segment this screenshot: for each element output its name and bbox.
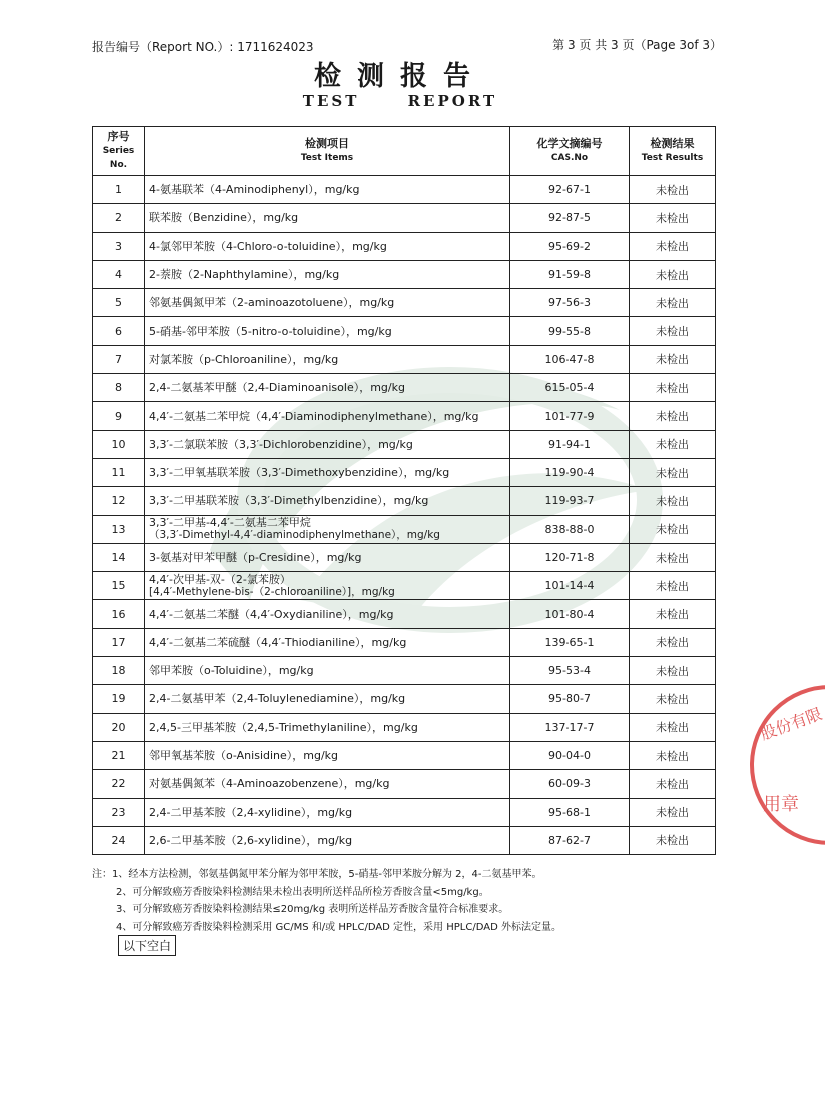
row-test-item-text: 4-氯邻甲苯胺（4-Chloro-o-toluidine），mg/kg xyxy=(149,239,387,253)
row-result: 未检出 xyxy=(630,657,716,685)
row-test-item xyxy=(145,458,510,486)
row-test-item xyxy=(145,572,510,600)
row-test-item-text: 4-氨基联苯（4-Aminodiphenyl），mg/kg xyxy=(149,183,360,197)
row-test-item-text: 2,6-二甲基苯胺（2,6-xylidine），mg/kg xyxy=(149,833,353,847)
row-test-item xyxy=(145,798,510,826)
table-row xyxy=(93,685,716,713)
row-test-item xyxy=(145,543,510,571)
row-test-item-text: 联苯胺（Benzidine），mg/kg xyxy=(149,211,299,225)
table-row xyxy=(93,741,716,769)
row-test-item-text: 3,3′-二甲基联苯胺（3,3′-Dimethylbenzidine），mg/kg xyxy=(149,494,429,508)
row-number: 24 xyxy=(93,826,145,854)
row-result: 未检出 xyxy=(630,628,716,656)
row-result: 未检出 xyxy=(630,685,716,713)
row-number: 22 xyxy=(93,770,145,798)
row-number: 15 xyxy=(93,572,145,600)
row-result: 未检出 xyxy=(630,232,716,260)
row-cas-no: 137-17-7 xyxy=(510,713,630,741)
table-row xyxy=(93,430,716,458)
row-test-item xyxy=(145,487,510,515)
table-row xyxy=(93,176,716,204)
row-result: 未检出 xyxy=(630,741,716,769)
row-test-item-text: 2-萘胺（2-Naphthylamine），mg/kg xyxy=(149,268,340,282)
row-result: 未检出 xyxy=(630,572,716,600)
row-test-item-text: 对氯苯胺（p-Chloroaniline），mg/kg xyxy=(149,352,339,366)
row-result: 未检出 xyxy=(630,515,716,543)
row-cas-no: 60-09-3 xyxy=(510,770,630,798)
row-cas-no: 90-04-0 xyxy=(510,741,630,769)
table-row xyxy=(93,657,716,685)
table-row xyxy=(93,543,716,571)
row-cas-no: 101-77-9 xyxy=(510,402,630,430)
row-cas-no: 95-80-7 xyxy=(510,685,630,713)
row-cas-no: 615-05-4 xyxy=(510,374,630,402)
row-test-item-text: 邻甲苯胺（o-Toluidine），mg/kg xyxy=(149,664,314,678)
table-row xyxy=(93,628,716,656)
svg-text:股份有限: 股份有限 xyxy=(757,704,825,744)
row-test-item-subtext: [4,4′-Methylene-bis-（2-chloroaniline）]，mg/kg xyxy=(149,585,395,598)
row-test-item-text: 2,4,5-三甲基苯胺（2,4,5-Trimethylaniline），mg/kg xyxy=(149,720,418,734)
row-cas-no: 120-71-8 xyxy=(510,543,630,571)
table-row xyxy=(93,826,716,854)
row-cas-no: 838-88-0 xyxy=(510,515,630,543)
row-result: 未检出 xyxy=(630,770,716,798)
row-result: 未检出 xyxy=(630,345,716,373)
row-test-item-text: 2,4-二氨基甲苯（2,4-Toluylenediamine），mg/kg xyxy=(149,692,406,706)
header-test-items: 检测项目 Test Items xyxy=(145,127,510,176)
row-cas-no: 97-56-3 xyxy=(510,289,630,317)
table-row xyxy=(93,487,716,515)
row-number: 5 xyxy=(93,289,145,317)
row-cas-no: 92-87-5 xyxy=(510,204,630,232)
row-number: 18 xyxy=(93,657,145,685)
note-line: 3、可分解致癌芳香胺染料检测结果≤20mg/kg 表明所送样品芳香胺含量符合标准要求。 xyxy=(116,904,509,915)
row-number: 23 xyxy=(93,798,145,826)
row-test-item-text: 邻氨基偶氮甲苯（2-aminoazotoluene），mg/kg xyxy=(149,296,395,310)
notes xyxy=(92,866,732,936)
row-cas-no: 119-90-4 xyxy=(510,458,630,486)
row-result: 未检出 xyxy=(630,826,716,854)
row-cas-no: 119-93-7 xyxy=(510,487,630,515)
row-test-item-text: 4,4′-二氨基二苯硫醚（4,4′-Thiodianiline），mg/kg xyxy=(149,635,407,649)
row-test-item-text: 邻甲氧基苯胺（o-Anisidine），mg/kg xyxy=(149,749,339,763)
row-test-item-text: 3,3′-二甲氧基联苯胺（3,3′-Dimethoxybenzidine），mg/kg xyxy=(149,466,450,480)
row-cas-no: 87-62-7 xyxy=(510,826,630,854)
row-number: 2 xyxy=(93,204,145,232)
row-number: 12 xyxy=(93,487,145,515)
row-cas-no: 139-65-1 xyxy=(510,628,630,656)
row-test-item xyxy=(145,826,510,854)
row-number: 14 xyxy=(93,543,145,571)
row-number: 17 xyxy=(93,628,145,656)
row-number: 9 xyxy=(93,402,145,430)
row-test-item xyxy=(145,657,510,685)
row-number: 20 xyxy=(93,713,145,741)
row-result: 未检出 xyxy=(630,374,716,402)
table-row xyxy=(93,402,716,430)
row-test-item xyxy=(145,515,510,543)
note-line: 2、可分解致癌芳香胺染料检测结果未检出表明所送样品所检芳香胺含量<5mg/kg。 xyxy=(116,886,489,898)
row-test-item-text: 3,3′-二氯联苯胺（3,3′-Dichlorobenzidine），mg/kg xyxy=(149,437,413,451)
row-result: 未检出 xyxy=(630,260,716,288)
header-series-no: 序号 Series No. xyxy=(93,127,145,176)
row-number: 16 xyxy=(93,600,145,628)
row-test-item-text: 2,4-二甲基苯胺（2,4-xylidine），mg/kg xyxy=(149,805,353,819)
row-test-item xyxy=(145,402,510,430)
row-result: 未检出 xyxy=(630,204,716,232)
table-row xyxy=(93,204,716,232)
row-test-item xyxy=(145,232,510,260)
row-test-item-text: 3,3′-二甲基-4,4′-二氨基二苯甲烷 xyxy=(149,516,311,530)
row-test-item xyxy=(145,628,510,656)
row-test-item-text: 对氨基偶氮苯（4-Aminoazobenzene），mg/kg xyxy=(149,777,390,791)
row-test-item-subtext: （3,3′-Dimethyl-4,4′-diaminodiphenylmethane），mg/kg xyxy=(149,529,440,542)
row-cas-no: 91-94-1 xyxy=(510,430,630,458)
row-test-item xyxy=(145,600,510,628)
row-cas-no: 91-59-8 xyxy=(510,260,630,288)
table-row xyxy=(93,600,716,628)
row-test-item xyxy=(145,685,510,713)
table-row xyxy=(93,572,716,600)
table-row xyxy=(93,770,716,798)
row-result: 未检出 xyxy=(630,713,716,741)
table-row xyxy=(93,515,716,543)
row-test-item xyxy=(145,741,510,769)
note-line: 注：1、经本方法检测，邻氨基偶氮甲苯分解为邻甲苯胺，5-硝基-邻甲苯胺分解为 2，4-二氨基甲苯。 xyxy=(92,869,542,880)
note-line: 4、可分解致癌芳香胺染料检测采用 GC/MS 和/或 HPLC/DAD 定性，采用 HPLC/DAD 外标法定量。 xyxy=(116,921,561,933)
company-seal xyxy=(735,680,825,850)
row-test-item xyxy=(145,713,510,741)
table-row xyxy=(93,458,716,486)
row-number: 21 xyxy=(93,741,145,769)
row-result: 未检出 xyxy=(630,458,716,486)
row-test-item xyxy=(145,204,510,232)
row-number: 6 xyxy=(93,317,145,345)
row-result: 未检出 xyxy=(630,317,716,345)
table-row xyxy=(93,798,716,826)
row-test-item xyxy=(145,260,510,288)
row-result: 未检出 xyxy=(630,600,716,628)
row-result: 未检出 xyxy=(630,176,716,204)
row-test-item-text: 3-氨基对甲苯甲醚（p-Cresidine），mg/kg xyxy=(149,551,362,564)
report-number: 报告编号（Report NO.）: 1711624023 xyxy=(92,40,314,54)
table-header-row xyxy=(93,127,716,176)
row-result: 未检出 xyxy=(630,402,716,430)
header-cas-no: 化学文摘编号 CAS.No xyxy=(510,127,630,176)
row-cas-no: 101-14-4 xyxy=(510,572,630,600)
row-cas-no: 106-47-8 xyxy=(510,345,630,373)
row-number: 4 xyxy=(93,260,145,288)
row-test-item xyxy=(145,289,510,317)
row-test-item-text: 2,4-二氨基苯甲醚（2,4-Diaminoanisole），mg/kg xyxy=(149,381,405,395)
row-cas-no: 99-55-8 xyxy=(510,317,630,345)
svg-text:用章: 用章 xyxy=(763,794,799,815)
row-test-item-text: 4,4′-次甲基-双-（2-氯苯胺） xyxy=(149,572,291,586)
row-test-item-text: 4,4′-二氨基二苯醚（4,4′-Oxydianiline），mg/kg xyxy=(149,607,394,621)
report-title: 检测报告 xyxy=(314,61,486,92)
page-indicator: 第 3 页 共 3 页（Page 3of 3） xyxy=(552,38,722,52)
row-test-item xyxy=(145,374,510,402)
row-test-item xyxy=(145,430,510,458)
row-number: 11 xyxy=(93,458,145,486)
row-test-item xyxy=(145,345,510,373)
row-number: 8 xyxy=(93,374,145,402)
row-test-item xyxy=(145,317,510,345)
table-row xyxy=(93,232,716,260)
row-cas-no: 95-68-1 xyxy=(510,798,630,826)
row-number: 13 xyxy=(93,515,145,543)
table-row xyxy=(93,317,716,345)
table-row xyxy=(93,713,716,741)
row-cas-no: 101-80-4 xyxy=(510,600,630,628)
row-result: 未检出 xyxy=(630,487,716,515)
table-row xyxy=(93,374,716,402)
row-test-item xyxy=(145,770,510,798)
row-result: 未检出 xyxy=(630,543,716,571)
row-result: 未检出 xyxy=(630,430,716,458)
row-result: 未检出 xyxy=(630,289,716,317)
row-cas-no: 95-53-4 xyxy=(510,657,630,685)
table-row xyxy=(93,260,716,288)
row-number: 10 xyxy=(93,430,145,458)
table-row xyxy=(93,345,716,373)
row-number: 19 xyxy=(93,685,145,713)
row-cas-no: 95-69-2 xyxy=(510,232,630,260)
report-title-en: TEST REPORT xyxy=(302,92,498,110)
row-number: 3 xyxy=(93,232,145,260)
end-of-report-mark: 以下空白 xyxy=(118,935,176,956)
row-test-item-text: 4,4′-二氨基二苯甲烷（4,4′-Diaminodiphenylmethane），mg/kg xyxy=(149,409,479,423)
row-test-item-text: 5-硝基-邻甲苯胺（5-nitro-o-toluidine），mg/kg xyxy=(149,324,392,338)
row-number: 7 xyxy=(93,345,145,373)
header-test-results: 检测结果 Test Results xyxy=(630,127,716,176)
row-test-item xyxy=(145,176,510,204)
row-result: 未检出 xyxy=(630,798,716,826)
test-results-table xyxy=(92,126,716,855)
row-number: 1 xyxy=(93,176,145,204)
table-row xyxy=(93,289,716,317)
row-cas-no: 92-67-1 xyxy=(510,176,630,204)
